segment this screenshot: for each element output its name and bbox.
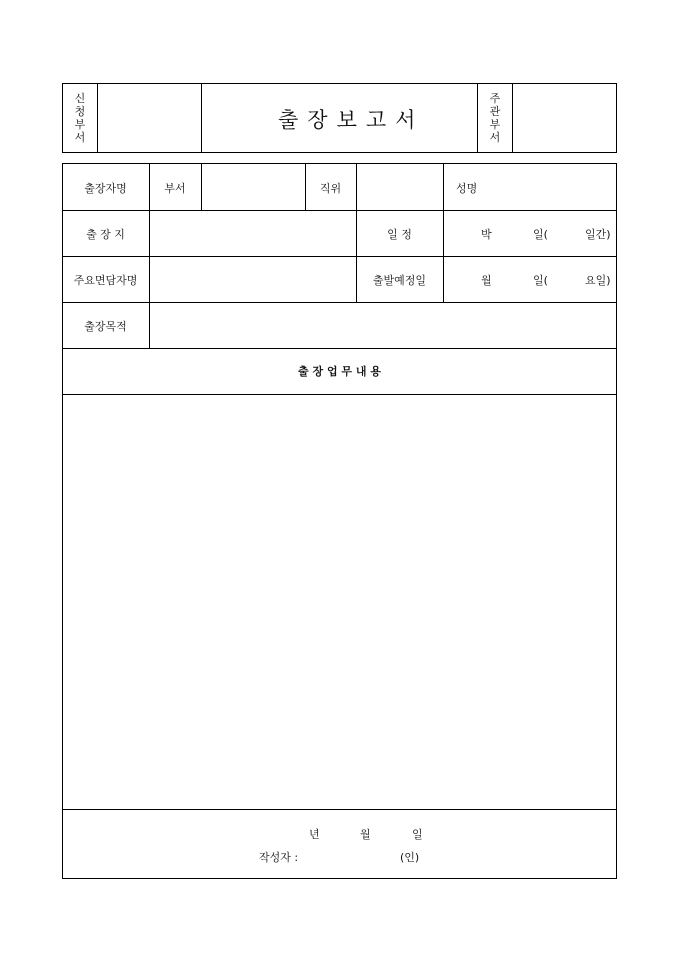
month-label: 월 [481,274,492,287]
footer-day-label: 일 [412,828,423,841]
day-label: 일( [533,274,548,287]
footer-year-label: 년 [309,828,320,841]
content-title: 출 장 업 무 내 용 [298,365,381,378]
header-divider [477,83,478,153]
footer-month-label: 월 [360,828,371,841]
days-label: 일( [533,228,548,241]
nights-label: 박 [481,228,492,241]
departure-label: 출발예정일 [372,274,427,287]
weekday-label: 요일) [585,274,611,287]
schedule-label: 일 정 [387,228,412,241]
position-field[interactable] [357,164,442,209]
position-label: 직위 [319,182,342,195]
col-divider [443,163,444,302]
header-divider [201,83,202,153]
host-dept-field[interactable] [513,84,616,152]
destination-field[interactable] [150,211,355,255]
page-title: 출장보고서 [278,108,425,132]
host-dept-label: 주 관 부 서 [489,92,501,144]
dept-field[interactable] [202,164,304,209]
purpose-label: 출장목적 [84,320,127,333]
interviewee-field[interactable] [150,257,355,301]
traveler-label: 출장자명 [84,182,127,195]
interviewee-label: 주요면담자명 [73,274,138,287]
apply-dept-field[interactable] [98,84,200,152]
row-divider [62,348,617,349]
days-total-label: 일간) [585,228,611,241]
content-area[interactable] [63,395,616,808]
author-field[interactable] [305,845,395,865]
purpose-field[interactable] [150,303,616,347]
dept-label: 부서 [164,182,186,195]
apply-dept-label: 신 청 부 서 [74,92,86,144]
row-divider [62,809,617,810]
name-label: 성명 [456,182,478,195]
destination-label: 출 장 지 [86,228,125,241]
name-field[interactable] [490,164,616,209]
author-label: 작성자 : [259,851,299,864]
seal-label: (인) [400,851,420,864]
